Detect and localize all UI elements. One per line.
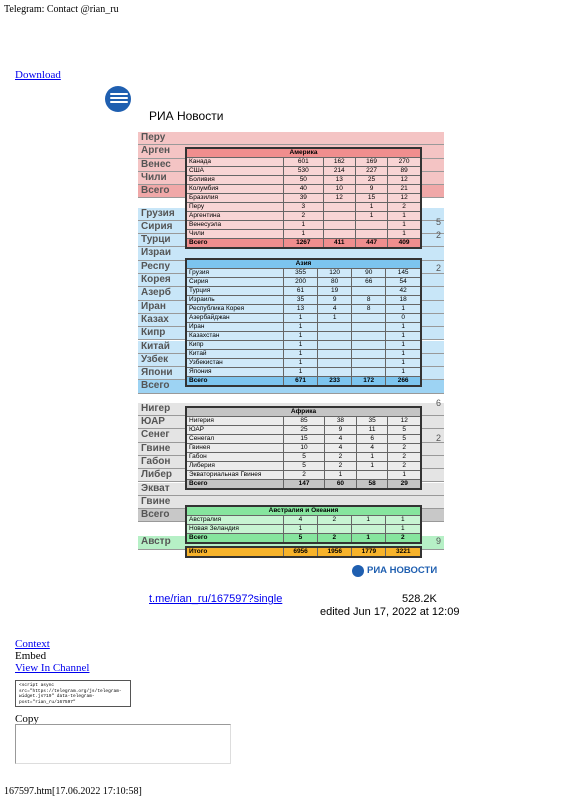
ria-brand-icon [352,565,364,577]
value-cell: 60 [325,480,357,490]
ria-brand-logo [352,565,436,577]
value-cell [352,332,386,341]
region-table [185,258,422,387]
country-cell: Экваториальная Гвинея [186,471,284,480]
background-row-label: Гвине [141,495,171,507]
country-cell: Либерия [186,462,284,471]
value-cell: 1 [386,305,421,314]
value-cell: 1 [284,341,318,350]
table-row [186,278,421,287]
country-cell: Грузия [186,269,284,278]
value-cell: 530 [284,167,324,176]
value-cell: 85 [284,417,325,426]
background-row-label: Экват [141,482,170,494]
table-row [186,314,421,323]
country-cell: Китай [186,350,284,359]
background-row-label: Арген [141,145,171,157]
table-row [186,453,421,462]
value-cell: 1 [388,221,421,230]
value-cell: 233 [318,377,352,387]
value-cell: 5 [284,534,318,544]
value-cell: 54 [386,278,421,287]
value-cell [323,221,355,230]
value-cell: 1 [284,332,318,341]
value-cell: 5 [284,453,325,462]
grand-total-value: 3221 [386,547,421,557]
value-cell: 214 [323,167,355,176]
region-table [185,147,422,249]
background-row-label: Либер [141,469,173,481]
total-row [186,239,421,249]
embed-code-box[interactable]: <script async src="https://telegram.org/js/telegram-widget.js?19" data-telegram-post="rian_ru/167597" [15,680,131,707]
table-row [186,435,421,444]
value-cell: 2 [385,534,421,544]
country-cell: Колумбия [186,185,284,194]
value-cell: 13 [323,176,355,185]
background-row-label: Чили [141,171,167,183]
value-cell [356,471,388,480]
value-cell: 1 [355,203,387,212]
background-row-label: Грузия [141,207,175,219]
value-cell: 5 [388,435,421,444]
country-cell: Бразилия [186,194,284,203]
value-cell: 10 [323,185,355,194]
download-link[interactable]: Download [15,69,61,81]
value-cell: 1 [386,323,421,332]
value-cell: 39 [284,194,324,203]
value-cell: 1 [284,368,318,377]
value-cell [323,212,355,221]
value-cell: 9 [355,185,387,194]
value-cell: 1 [284,350,318,359]
value-cell [352,359,386,368]
country-cell: Всего [186,480,284,490]
value-cell: 2 [325,453,357,462]
post-link[interactable]: t.me/rian_ru/167597?single [149,593,283,605]
country-cell: Всего [186,239,284,249]
value-cell: 9 [318,296,352,305]
value-cell [318,332,352,341]
background-row-label: Иран [141,300,166,312]
background-row-label: Венес [141,158,171,170]
value-cell: 12 [388,194,421,203]
country-cell: Австралия [186,516,284,525]
value-cell: 10 [284,444,325,453]
value-cell [355,230,387,239]
value-cell [318,350,352,359]
grand-total-value: 6956 [284,547,318,557]
value-cell: 411 [323,239,355,249]
background-row-label: Израи [141,247,171,259]
total-row [186,534,421,544]
value-cell: 18 [386,296,421,305]
table-row [186,417,421,426]
country-cell: Узбекистан [186,359,284,368]
region-header: Австралия и Океания [186,506,421,516]
country-cell: Сирия [186,278,284,287]
background-row-label: Узбек [141,353,169,365]
value-cell: 38 [325,417,357,426]
value-cell: 2 [284,212,324,221]
table-row [186,158,421,167]
value-cell: 2 [388,462,421,471]
value-cell [351,525,385,534]
background-row [138,132,444,145]
value-cell [323,203,355,212]
background-row-label: Респу [141,260,171,272]
view-count: 528.2K [402,593,437,605]
background-row-label: Китай [141,340,170,352]
value-cell: 9 [325,426,357,435]
country-cell: Кипр [186,341,284,350]
region-table [185,505,422,544]
table-row [186,296,421,305]
table-row [186,269,421,278]
value-cell: 4 [356,444,388,453]
value-cell: 2 [388,453,421,462]
value-cell: 1 [386,332,421,341]
country-cell: Венесуэла [186,221,284,230]
grand-total-value: 1956 [318,547,352,557]
ria-brand-text: РИА НОВОСТИ [367,565,438,576]
page-footer: 167597.htm[17.06.2022 17:10:58] [4,786,142,797]
value-cell: 1 [356,462,388,471]
value-cell: 61 [284,287,318,296]
value-cell: 1 [351,534,385,544]
value-cell: 200 [284,278,318,287]
region-header: Америка [186,148,421,158]
table-row [186,323,421,332]
value-cell [318,323,352,332]
country-cell: Иран [186,323,284,332]
background-row-label: Казах [141,313,169,325]
value-cell: 671 [284,377,318,387]
value-cell [317,525,351,534]
country-cell: Япония [186,368,284,377]
table-row [186,444,421,453]
country-cell: Казахстан [186,332,284,341]
value-cell [352,323,386,332]
value-cell [352,314,386,323]
value-cell: 29 [388,480,421,490]
background-right-number: 9 [436,536,442,546]
table-row [186,368,421,377]
table-row [186,305,421,314]
edited-timestamp: edited Jun 17, 2022 at 12:09 [320,606,460,618]
value-cell: 162 [323,158,355,167]
table-row [186,332,421,341]
table-row [186,471,421,480]
value-cell: 4 [284,516,318,525]
region-header: Азия [186,259,421,269]
background-right-number: 5 [436,217,442,227]
background-row-label: Всего [141,509,170,521]
value-cell [323,230,355,239]
value-cell: 169 [355,158,387,167]
value-cell: 1 [284,359,318,368]
background-right-number: 6 [436,398,442,408]
value-cell: 409 [388,239,421,249]
value-cell: 1 [351,516,385,525]
background-right-number: 2 [436,230,442,240]
value-cell: 1 [386,341,421,350]
background-right-number: 2 [436,433,442,443]
background-row-label: Нигер [141,402,171,414]
post-image[interactable] [138,130,444,582]
total-row [186,377,421,387]
value-cell: 15 [355,194,387,203]
value-cell: 147 [284,480,325,490]
value-cell: 227 [355,167,387,176]
value-cell: 1 [388,212,421,221]
table-row [186,185,421,194]
value-cell: 1 [356,453,388,462]
value-cell: 2 [325,462,357,471]
embed-label: Embed [15,650,47,662]
value-cell: 1 [388,230,421,239]
value-cell: 0 [386,314,421,323]
background-row-label: Гвине [141,442,171,454]
table-row [186,287,421,296]
value-cell: 66 [352,278,386,287]
value-cell: 58 [356,480,388,490]
value-cell: 89 [388,167,421,176]
value-cell: 2 [317,516,351,525]
table-row [186,167,421,176]
country-cell: Перу [186,203,284,212]
value-cell: 12 [323,194,355,203]
country-cell: Аргентина [186,212,284,221]
country-cell: Боливия [186,176,284,185]
value-cell: 1 [386,359,421,368]
table-row [186,350,421,359]
table-row [186,426,421,435]
value-cell: 1 [325,471,357,480]
background-row-label: Япони [141,367,173,379]
context-link[interactable]: Context [15,638,50,650]
value-cell: 172 [352,377,386,387]
value-cell: 40 [284,185,324,194]
table-row [186,221,421,230]
value-cell: 90 [352,269,386,278]
page-title: Telegram: Contact @rian_ru [4,4,119,15]
value-cell: 1 [318,314,352,323]
country-cell: Всего [186,377,284,387]
table-row [186,516,421,525]
value-cell [355,221,387,230]
ria-novosti-logo-icon [105,86,131,112]
grand-total-value: 1779 [352,547,386,557]
background-row-label: Корея [141,274,171,285]
value-cell: 1 [386,368,421,377]
country-cell: Канада [186,158,284,167]
value-cell: 4 [325,444,357,453]
country-cell: Габон [186,453,284,462]
table-row [186,230,421,239]
value-cell: 1 [284,314,318,323]
country-cell: США [186,167,284,176]
value-cell: 1 [284,230,324,239]
country-cell: Республика Корея [186,305,284,314]
value-cell: 1 [355,212,387,221]
value-cell [352,287,386,296]
table-row [186,341,421,350]
value-cell: 50 [284,176,324,185]
country-cell: Гвинея [186,444,284,453]
background-row-label: Всего [141,185,170,197]
value-cell: 8 [352,296,386,305]
value-cell: 4 [318,305,352,314]
table-row [186,359,421,368]
value-cell: 1267 [284,239,324,249]
value-cell [352,341,386,350]
value-cell: 13 [284,305,318,314]
region-table [185,406,422,490]
value-cell: 4 [325,435,357,444]
background-row-label: Сенег [141,429,170,441]
value-cell: 12 [388,176,421,185]
table-row [186,462,421,471]
value-cell: 270 [388,158,421,167]
value-cell: 1 [386,350,421,359]
background-row-label: Турци [141,234,171,246]
country-cell: Турция [186,287,284,296]
value-cell [352,368,386,377]
background-row-label: Всего [141,380,170,392]
value-cell: 80 [318,278,352,287]
background-right-number: 2 [436,263,442,273]
value-cell: 11 [356,426,388,435]
value-cell: 25 [355,176,387,185]
value-cell: 19 [318,287,352,296]
channel-name: РИА Новости [149,109,224,123]
country-cell: Новая Зеландия [186,525,284,534]
background-row-label: Перу [141,132,166,143]
value-cell: 15 [284,435,325,444]
value-cell [318,359,352,368]
background-row-label: Азерб [141,287,171,299]
background-row-label: Сирия [141,220,173,232]
grand-total-label: Итого [186,547,284,557]
background-row-label: ЮАР [141,416,165,427]
copy-textarea[interactable] [15,724,231,764]
value-cell: 12 [388,417,421,426]
country-cell: Сенегал [186,435,284,444]
background-row-label: Австр [141,536,171,548]
value-cell [318,368,352,377]
table-row [186,194,421,203]
value-cell: 1 [284,525,318,534]
value-cell: 8 [352,305,386,314]
value-cell: 35 [284,296,318,305]
total-row [186,480,421,490]
value-cell: 5 [284,462,325,471]
country-cell: Нигерия [186,417,284,426]
value-cell: 3 [284,203,324,212]
table-row [186,212,421,221]
value-cell: 21 [388,185,421,194]
value-cell: 42 [386,287,421,296]
country-cell: ЮАР [186,426,284,435]
value-cell: 1 [284,221,324,230]
value-cell: 145 [386,269,421,278]
value-cell: 447 [355,239,387,249]
country-cell: Азербайджан [186,314,284,323]
table-row [186,176,421,185]
background-row-label: Габон [141,455,171,467]
value-cell: 5 [388,426,421,435]
grand-total-table [185,546,422,558]
value-cell: 6 [356,435,388,444]
value-cell: 2 [284,471,325,480]
value-cell: 1 [388,471,421,480]
value-cell: 601 [284,158,324,167]
value-cell: 35 [356,417,388,426]
value-cell: 25 [284,426,325,435]
value-cell [352,350,386,359]
view-in-channel-link[interactable]: View In Channel [15,662,90,674]
value-cell: 1 [385,525,421,534]
value-cell: 2 [317,534,351,544]
table-row [186,525,421,534]
value-cell: 1 [284,323,318,332]
copy-label: Copy [15,713,39,725]
background-row-label: Кипр [141,327,166,339]
value-cell: 355 [284,269,318,278]
value-cell: 120 [318,269,352,278]
country-cell: Чили [186,230,284,239]
region-header: Африка [186,407,421,417]
country-cell: Всего [186,534,284,544]
country-cell: Израиль [186,296,284,305]
value-cell: 266 [386,377,421,387]
value-cell: 2 [388,444,421,453]
table-row [186,203,421,212]
value-cell: 1 [385,516,421,525]
value-cell: 2 [388,203,421,212]
value-cell [318,341,352,350]
